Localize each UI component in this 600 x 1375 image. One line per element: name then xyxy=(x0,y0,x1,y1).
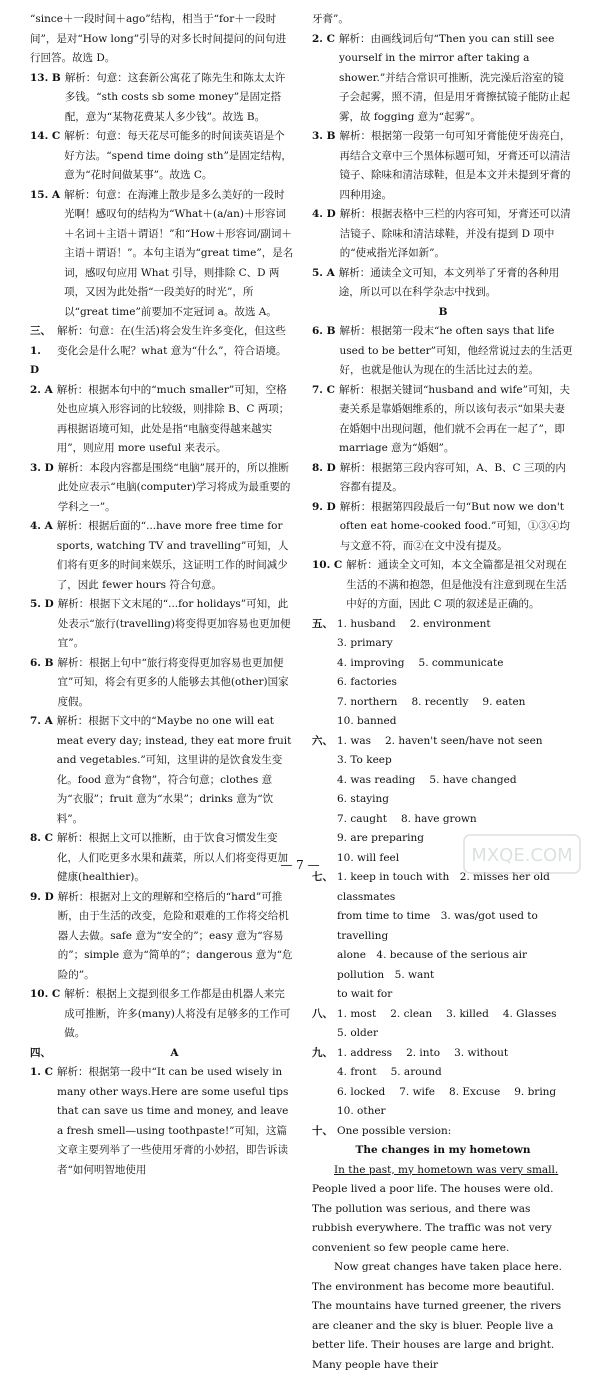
section-number: 四、 xyxy=(30,1046,51,1059)
explanation-text: 解析：根据上句中“旅行将变得更加容易也更加便宜”可知，将会有更多的人能够去其他(other)国家度假。 xyxy=(57,656,289,708)
answer-item xyxy=(312,556,574,615)
continued-text xyxy=(312,10,574,30)
answer-number: 10. C xyxy=(312,559,343,571)
explanation-text: 解析：根据下文末尾的“...for holidays”可知，此处表示“旅行(travelling)将变得更加容易也更加便宜”。 xyxy=(57,598,291,649)
answer-item xyxy=(30,459,294,518)
explanation-text: 解析：根据关键词“husband and wife”可知，夫妻关系是靠婚姻维系的，所以该句表示“如果夫妻在婚姻中出现问题，他们就不会再在一起了”，即 marriage 意为“婚姻”。 xyxy=(338,383,570,454)
answer-item xyxy=(30,888,294,986)
answer-phrase: alone 4. because of the serious air pollution 5. want xyxy=(337,949,528,981)
answer-word: 7. wife xyxy=(399,1085,436,1098)
section-9 xyxy=(312,1044,574,1122)
answer-number: 10. C xyxy=(30,988,61,1000)
explanation-text: 解析：根据第一段第一句可知牙膏能使牙齿亮白，再结合文章中三个黑体标题可知，牙膏还可以清洁镜子、除味和清洁球鞋，但是本文并未提到牙膏的四种用途。 xyxy=(339,130,571,201)
answer-item xyxy=(312,127,574,205)
explanation-text: 解析：根据后面的“...have more free time for sports, watching TV and travelling”可知，人们将有更多的时间来娱乐，这证明工作的时间减少了，因此 fewer hours 符合句意。 xyxy=(56,520,289,591)
section-number: 三、1. D xyxy=(30,325,51,376)
section-10 xyxy=(312,1122,574,1142)
answer-number: 9. D xyxy=(312,500,336,513)
answer-phrase: 1. keep in touch with 2. misses her old classmates xyxy=(337,871,550,903)
explanation-text: 解析：根据第三段内容可知，A、B、C 三项的内容都有提及。 xyxy=(339,461,566,493)
answer-number: 4. D xyxy=(312,208,336,220)
section-number: 十、 xyxy=(312,1124,333,1137)
answer-item xyxy=(30,654,294,713)
section-number: 九、 xyxy=(312,1046,333,1059)
answer-word: 4. improving xyxy=(337,656,405,669)
answer-word: 2. into xyxy=(406,1046,441,1059)
answer-list xyxy=(337,615,574,654)
answer-item xyxy=(30,322,294,381)
watermark-logo xyxy=(462,831,582,877)
answer-word: 10. banned xyxy=(337,715,397,727)
answer-word: 3. primary xyxy=(337,637,393,649)
answer-list xyxy=(337,1044,574,1083)
answer-list xyxy=(337,1005,574,1044)
answer-word: 7. caught xyxy=(337,812,387,825)
answer-word: 9. eaten xyxy=(482,695,526,708)
answer-word: 5. have changed xyxy=(429,773,517,786)
section-heading xyxy=(30,1044,294,1064)
answer-item xyxy=(30,69,294,128)
essay-title: The changes in my hometown xyxy=(355,1144,531,1156)
explanation-text: 解析：句意：每天花尽可能多的时间读英语是个好方法。“spend time doing sth”是固定结构，意为“花时间做某事”。故选 C。 xyxy=(64,130,292,181)
answer-item xyxy=(30,186,294,323)
answer-item xyxy=(312,498,574,557)
explanation-text: 解析：通读全文可知，本文全篇都是祖父对现在生活的不满和抱怨，但是他没有注意到现在生活中好的方面，因此 C 项的叙述是正确的。 xyxy=(346,559,567,610)
answer-number: 2. C xyxy=(312,32,335,45)
answer-word: 6. factories xyxy=(337,676,397,688)
answer-phrase: from time to time 3. was/got used to travelling xyxy=(337,910,538,942)
answer-word: 9. bring xyxy=(514,1085,557,1098)
answer-number: 8. D xyxy=(312,461,336,474)
explanation-text: 解析：句意：在(生活)将会发生许多变化，但这些变化会是什么呢？what 意为“什么”，符合语境。 xyxy=(57,325,287,357)
section-number: 六、 xyxy=(312,734,333,747)
explanation-text: 解析：根据第一段末“he often says that life used to be better”可知，他经常说过去的生活更好，也就是他认为现在的生活比过去的差。 xyxy=(339,325,573,376)
answer-number: 4. A xyxy=(30,520,53,532)
explanation-text: 解析：句意：这套新公寓花了陈先生和陈太太许多钱。“sth costs sb some money”是固定搭配，意为“某物花费某人多少钱”。故选 B。 xyxy=(64,71,286,123)
answer-word: 1. husband xyxy=(337,617,396,630)
answer-number: 6. B xyxy=(30,656,54,669)
answer-word: 8. have grown xyxy=(400,812,477,825)
answer-word: 8. recently xyxy=(411,695,469,708)
answer-word: 1. most xyxy=(337,1007,377,1020)
answer-row xyxy=(312,1083,574,1122)
answer-item xyxy=(312,459,574,498)
section-number: 五、 xyxy=(312,617,333,630)
explanation-text: 解析：根据上文提到很多工作都是由机器人来完成可推断，许多(many)人将没有足够多的工作可做。 xyxy=(64,988,291,1039)
section-number: 七、 xyxy=(312,871,333,883)
answer-row xyxy=(312,1044,574,1083)
essay-paragraph: Now great changes have taken place here. The environment has become more beautiful. The mountains have turned greener, the rivers are cleaner and the sky is bluer. People live a better life. Their houses are large and bright. Many people have their xyxy=(312,1261,562,1371)
answer-number: 2. A xyxy=(30,383,53,396)
continued-text xyxy=(30,10,294,69)
essay-underlined-sentence: In the past, my hometown was very small. xyxy=(334,1163,559,1176)
page-number: — 7 — xyxy=(280,858,320,872)
answer-number: 7. A xyxy=(30,715,53,727)
answer-item xyxy=(312,205,574,264)
section-number: 八、 xyxy=(312,1007,333,1020)
answer-list xyxy=(337,1083,574,1122)
answer-row xyxy=(312,946,574,985)
answer-number: 5. D xyxy=(30,598,54,610)
explanation-text: 解析：根据下文中的“Maybe no one will eat meat every day; instead, they eat more fruit and vegetables.”可知，这里讲的是饮食发生变化。food 意为“食物”，符合句意；clothes 意为“衣服”；fruit 意为“水果”；drinks 意为“饮料”。 xyxy=(56,715,292,825)
answer-word: 10. will feel xyxy=(337,851,400,864)
answer-row xyxy=(312,907,574,946)
answer-item xyxy=(30,127,294,186)
answer-item xyxy=(30,712,294,829)
answer-word: 1. was xyxy=(337,734,371,747)
section-subheading: A xyxy=(170,1046,179,1059)
answer-word: 6. locked xyxy=(337,1085,386,1098)
answer-row xyxy=(312,732,574,771)
answer-word: 4. Glasses xyxy=(502,1007,557,1020)
answer-word: 4. front xyxy=(337,1066,377,1078)
explanation-text: 解析：根据第一段中“It can be used wisely in many other ways.Here are some useful tips that can save us time and money, and leave a fresh smell—using toothpaste!”可知，这篇文章主要列举了一些使用牙膏的小妙招，即告诉读者“如何明智地使用 xyxy=(56,1066,289,1176)
explanation-text: 牙膏”。 xyxy=(312,13,349,25)
explanation-text: 解析：根据对上文的理解和空格后的“hard”可推断，由于生活的改变，危险和艰难的工作将交给机器人去做。safe 意为“安全的”；easy 意为“容易的”；simple 意为“简单的”；dangerous 意为“危险的”。 xyxy=(57,890,293,981)
answer-number: 7. C xyxy=(312,383,335,396)
answer-word: 10. other xyxy=(337,1105,386,1117)
answer-word: 2. clean xyxy=(390,1007,433,1020)
section-5 xyxy=(312,615,574,732)
explanation-text: 解析：根据表格中三栏的内容可知，牙膏还可以清洁镜子、除味和清洁球鞋，并没有提到 D 项中的“使戒指光泽如新”。 xyxy=(339,208,571,259)
answer-row xyxy=(312,771,574,810)
essay-intro: One possible version: xyxy=(337,1124,452,1137)
right-column xyxy=(312,10,574,1375)
explanation-text: 解析：根据本句中的“much smaller”可知，空格处也应填入形容词的比较级，则排除 B、C 两项；再根据语境可知，此处是指“电脑变得越来越实用”，则应用 more useful 来表示。 xyxy=(56,383,290,454)
answer-word: 9. are preparing xyxy=(337,832,424,844)
answer-row xyxy=(312,615,574,654)
explanation-text: 解析：通读全文可知，本文列举了牙膏的各种用途，所以可以在科学杂志中找到。 xyxy=(338,266,560,298)
answer-number: 3. B xyxy=(312,130,336,142)
answer-number: 15. A xyxy=(30,188,61,201)
answer-item xyxy=(30,595,294,654)
answer-item xyxy=(312,322,574,381)
answer-item xyxy=(30,381,294,459)
answer-number: 8. C xyxy=(30,832,53,844)
answer-item xyxy=(312,264,574,303)
answer-word: 5. communicate xyxy=(418,656,504,669)
answer-item xyxy=(30,985,294,1044)
answer-list xyxy=(337,771,574,810)
answer-item xyxy=(312,30,574,128)
answer-item xyxy=(30,1063,294,1180)
explanation-text: 解析：句意：在海滩上散步是多么美好的一段时光啊！感叹句的结构为“What＋(a/an)＋形容词＋名词＋主语＋谓语！”和“How＋形容词/副词＋主语＋谓语！”。本句主语为“great time”，是名词，感叹句应用 What 引导，则排除 C、D 两项，又因为此处指“一段美好的时光”，所以“great time”前要加不定冠词 a。故选 A。 xyxy=(64,188,294,318)
answer-word: 2. environment xyxy=(409,617,491,630)
essay-text: People lived a poor life. The houses were old. The pollution was serious, and there was rubbish everywhere. The traffic was not very convenient so few people came here. xyxy=(312,1183,554,1254)
answer-word: 3. killed xyxy=(446,1007,489,1020)
answer-word: 6. staying xyxy=(337,793,389,805)
explanation-text: 解析：由画线词后句“Then you can still see yourself in the mirror after taking a shower.”并结合常识可推断，洗完澡后浴室的镜子会起雾，照不清，但是用牙膏擦拭镜子能防止起雾，故 fogging 意为“起雾”。 xyxy=(338,32,570,123)
answer-word: 4. was reading xyxy=(337,773,416,786)
answer-number: 6. B xyxy=(312,325,336,337)
answer-list xyxy=(337,654,574,693)
answer-word: 3. without xyxy=(454,1046,509,1059)
answer-word: 8. Excuse xyxy=(449,1085,501,1098)
answer-phrase: to wait for xyxy=(337,988,393,1000)
explanation-text: 解析：根据上文可以推断，由于饮食习惯发生变化，人们吃更多水果和蔬菜，所以人们将变得更加健康(healthier)。 xyxy=(56,832,288,883)
left-column xyxy=(30,10,294,1180)
answer-list xyxy=(337,693,574,732)
answer-number: 13. B xyxy=(30,71,61,84)
essay-paragraph xyxy=(312,1161,574,1259)
answer-word: 2. haven't seen/have not seen xyxy=(385,734,543,747)
answer-list xyxy=(337,732,574,771)
explanation-text: “since＋一段时间＋ago”结构，相当于“for＋一段时间”，是对“How long”引导的对多长时间提问的问句进行回答。故选 D。 xyxy=(30,13,287,64)
answer-number: 5. A xyxy=(312,266,335,279)
answer-number: 3. D xyxy=(30,461,54,474)
answer-number: 14. C xyxy=(30,130,61,142)
explanation-text: 解析：根据第四段最后一句“But now we don't often eat home-cooked food.”可知，①③④均与文意不符，而②在文中没有提及。 xyxy=(339,500,570,552)
answer-word: 3. To keep xyxy=(337,754,392,766)
svg-text:MXQE.COM: MXQE.COM xyxy=(471,845,573,866)
answer-word: 5. older xyxy=(337,1027,378,1039)
explanation-text: 解析：本段内容都是围绕“电脑”展开的，所以推断此处应表示“电脑(computer)学习将成为最重要的学科之一”。 xyxy=(57,461,291,513)
section-8 xyxy=(312,1005,574,1044)
answer-word: 5. around xyxy=(390,1066,442,1078)
answer-item xyxy=(312,381,574,459)
answer-row xyxy=(312,985,574,1005)
answer-word: 7. northern xyxy=(337,695,398,708)
answer-number: 9. D xyxy=(30,890,54,903)
answer-row xyxy=(312,693,574,732)
answer-row xyxy=(312,654,574,693)
answer-word: 1. address xyxy=(337,1046,393,1059)
section-subheading: B xyxy=(438,305,448,318)
answer-number: 1. C xyxy=(30,1066,53,1078)
answer-item xyxy=(30,517,294,595)
